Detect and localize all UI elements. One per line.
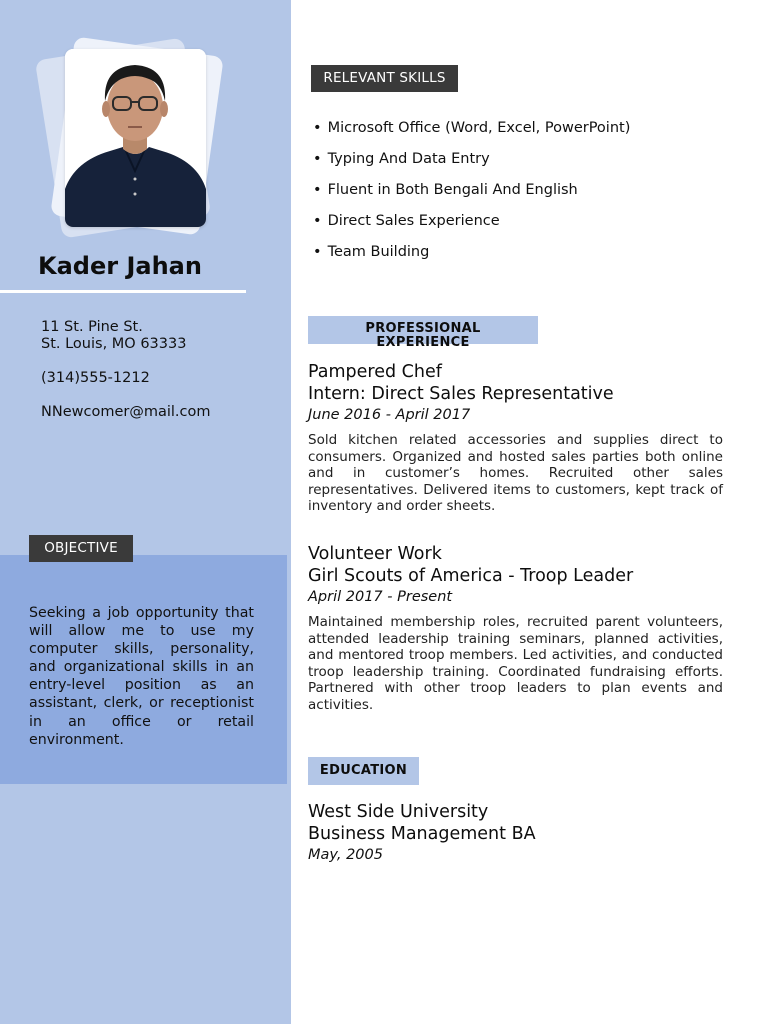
person-portrait-icon [65, 49, 206, 227]
education-heading: EDUCATION [308, 757, 419, 785]
address-line-2: St. Louis, MO 63333 [41, 336, 187, 352]
school-name: West Side University [308, 802, 489, 822]
email-address: NNewcomer@mail.com [41, 404, 211, 420]
skills-list [313, 117, 630, 272]
skill-item: • Team Building [313, 241, 630, 272]
job-description: Maintained membership roles, recruited parent volunteers, attended leadership training seminars, planned activities, and mentored troop members. Led activities, and conducted troop leadership training. Coordinated fundraising efforts. Partnered with other troop leaders to plan events and activities. [308, 614, 723, 713]
experience-entry [308, 543, 723, 713]
skill-item: • Typing And Data Entry [313, 148, 630, 179]
phone-number: (314)555-1212 [41, 370, 150, 386]
job-dates [308, 405, 723, 425]
skill-item: • Microsoft Office (Word, Excel, PowerPoint) [313, 117, 630, 148]
job-organization: Volunteer Work [308, 544, 442, 564]
job-description: Sold kitchen related accessories and supplies direct to consumers. Organized and hosted sales parties both online and in customer’s homes. Recruited other sales representatives. Delivered items to customers, kept track of inventory and order sheets. [308, 432, 723, 514]
skill-item: • Fluent in Both Bengali And English [313, 179, 630, 210]
experience-entry [308, 361, 723, 515]
education-entry [308, 801, 723, 865]
job-date-start: June 2016 [308, 407, 382, 423]
job-date-start: April 2017 [308, 589, 383, 605]
degree-name: Business Management BA [308, 824, 536, 844]
experience-heading-line-1: PROFESSIONAL [365, 321, 481, 336]
job-dates [308, 587, 723, 607]
contact-info [41, 319, 210, 421]
skills-heading: RELEVANT SKILLS [311, 65, 458, 92]
objective-heading: OBJECTIVE [29, 535, 133, 562]
job-date-separator: - [382, 589, 398, 605]
candidate-name: Kader Jahan [38, 252, 202, 280]
experience-heading [308, 316, 538, 350]
profile-photo [65, 49, 206, 227]
job-organization: Pampered Chef [308, 362, 442, 382]
experience-heading-line-2: EXPERIENCE [376, 335, 470, 350]
objective-text: Seeking a job opportunity that will allow me to use my computer skills, personality, and organizational skills in an entry-level position as an assistant, clerk, or receptionist in an office or retail environment. [29, 605, 254, 748]
job-role: Girl Scouts of America - Troop Leader [308, 566, 634, 586]
job-date-end: April 2017 [395, 407, 471, 423]
profile-photo-stack [40, 34, 240, 244]
sidebar [0, 0, 291, 1024]
address-line-1: 11 St. Pine St. [41, 319, 143, 335]
job-date-end: Present [397, 589, 453, 605]
education-date: May, 2005 [308, 847, 383, 863]
skill-item: • Direct Sales Experience [313, 210, 630, 241]
name-divider [0, 290, 246, 293]
job-date-separator: - [381, 407, 396, 423]
job-role: Intern: Direct Sales Representative [308, 384, 614, 404]
